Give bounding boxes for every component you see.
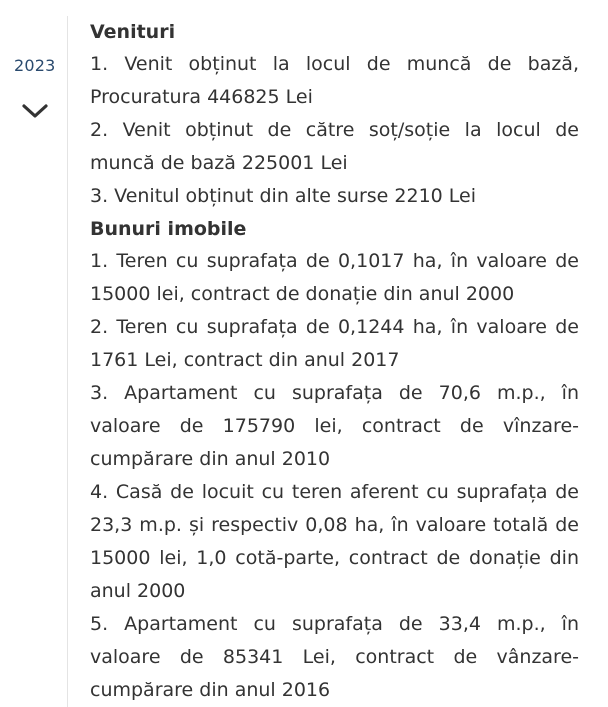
year-label: 2023 — [14, 56, 56, 75]
property-item: 2. Teren cu suprafața de 0,1244 ha, în valoare de 1761 Lei, contract din anul 2017 — [90, 316, 579, 371]
income-item: 2. Venit obținut de către soț/soție la locul de muncă de bază 225001 Lei — [90, 119, 579, 174]
property-item: 3. Apartament cu suprafața de 70,6 m.p., în valoare de 175790 lei, contract de vînzare-cumpărare din anul 2010 — [90, 382, 579, 470]
year-column — [0, 0, 70, 707]
property-section-title: Bunuri imobile — [90, 218, 247, 240]
income-section-title: Venituri — [90, 21, 176, 43]
property-item: 1. Teren cu suprafața de 0,1017 ha, în valoare de 15000 lei, contract de donație din anul 2000 — [90, 250, 579, 305]
property-item: 4. Casă de locuit cu teren aferent cu suprafața de 23,3 m.p. și respectiv 0,08 ha, în valoare totală de 15000 lei, 1,0 cotă-parte, contract de donație din anul 2000 — [90, 481, 579, 602]
income-item: 1. Venit obținut la locul de muncă de bază, Procuratura 446825 Lei — [90, 53, 579, 108]
income-item: 3. Venitul obținut din alte surse 2210 Lei — [90, 185, 477, 207]
property-item: 5. Apartament cu suprafața de 33,4 m.p., în valoare de 85341 Lei, contract de vânzare-cumpărare din anul 2016 — [90, 613, 579, 701]
declaration-content — [90, 16, 579, 707]
chevron-down-icon[interactable] — [20, 100, 50, 122]
vertical-divider — [67, 16, 68, 707]
